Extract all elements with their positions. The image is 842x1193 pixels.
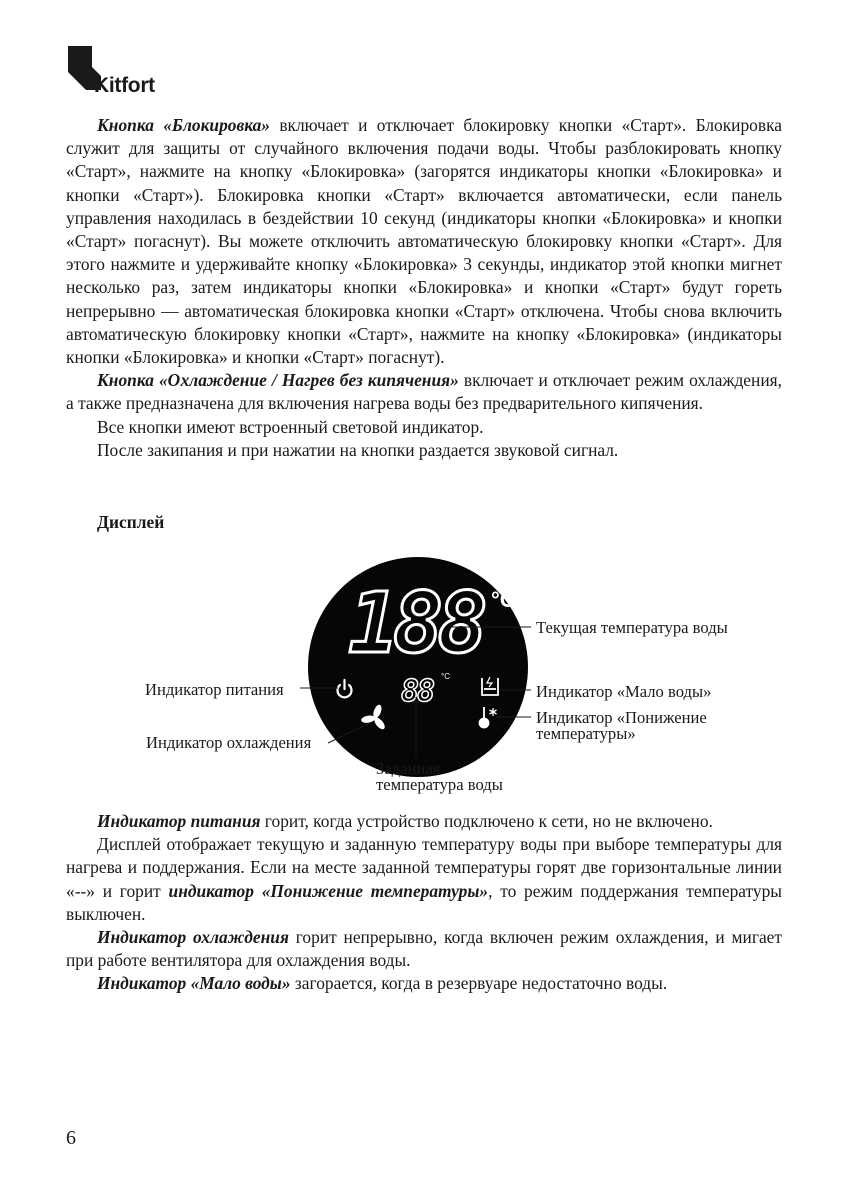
lead-lock-button: Кнопка «Блокировка» bbox=[97, 115, 270, 135]
paragraph-power-indicator: Индикатор питания горит, когда устройство подключено к сети, но не включено. bbox=[97, 811, 713, 831]
lead-power-indicator: Индикатор питания bbox=[97, 811, 261, 831]
label-cooling-indicator: Индикатор охлаждения bbox=[146, 733, 312, 752]
intro-text bbox=[66, 114, 782, 462]
brand-name: Kitfort bbox=[94, 74, 155, 97]
label-temp-lowering-1: Индикатор «Понижение bbox=[536, 708, 707, 727]
label-temp-lowering-2: температуры» bbox=[536, 724, 636, 743]
lead-cooling-indicator: Индикатор охлаждения bbox=[97, 927, 289, 948]
paragraph-display: Дисплей отображает текущую и заданную температуру воды при выборе температуры для нагрева и поддержания. Если на месте заданной температуры горят две горизонтальные линии «--» и горит индикатор «Понижение температуры», то режим поддержания температуры выключен. bbox=[66, 834, 782, 924]
label-power-indicator: Индикатор питания bbox=[145, 680, 284, 699]
label-current-temperature: Текущая температура воды bbox=[536, 618, 728, 637]
paragraph-sound: После закипания и при нажатии на кнопки раздается звуковой сигнал. bbox=[97, 439, 619, 460]
label-set-temperature-1: Заданная bbox=[376, 759, 441, 778]
current-temperature-unit: °C bbox=[491, 587, 516, 612]
paragraph-indicators: Все кнопки имеют встроенный световой индикатор. bbox=[97, 416, 484, 437]
display-description bbox=[66, 810, 782, 996]
label-set-temperature-2: температура воды bbox=[376, 775, 503, 794]
lead-low-water: Индикатор «Мало воды» bbox=[97, 973, 291, 994]
label-low-water: Индикатор «Мало воды» bbox=[536, 682, 712, 701]
paragraph-low-water: Индикатор «Мало воды» загорается, когда в резервуаре недостаточно воды. bbox=[97, 973, 668, 994]
set-temperature-unit: °C bbox=[441, 672, 450, 681]
display-diagram bbox=[0, 545, 842, 815]
set-temperature-digits: 88 bbox=[400, 674, 434, 709]
lead-cooling-button: Кнопка «Охлаждение / Нагрев без кипячения» bbox=[97, 370, 459, 391]
paragraph-lock-button: Кнопка «Блокировка» включает и отключает блокировку кнопки «Старт». Блокировка служит для защиты от случайного включения подачи воды. Чтобы разблокировать кнопку «Старт», нажмите на кнопку «Блокировка» (загорятся индикаторы кнопки «Блокировка» и кнопки «Старт»). Блокировка кнопки «Старт» включается автоматически, если панель управления находилась в бездействии 10 секунд (индикаторы кнопки «Блокировка» и кнопки «Старт» погаснут). Вы можете отключить автоматическую блокировку кнопки «Старт». Для этого нажмите и удерживайте кнопку «Блокировка» 3 секунды, индикатор этой кнопки мигнет несколько раз, затем индикаторы кнопки «Блокировка» и кнопки «Старт» будут гореть непрерывно — автоматическая блокировка кнопки «Старт» отключена. Чтобы снова включить автоматическую блокировку кнопки «Старт», нажмите на кнопку «Блокировка» (индикаторы кнопки «Блокировка» и кнопки «Старт» погаснут). bbox=[66, 115, 782, 368]
paragraph-cooling-indicator: Индикатор охлаждения горит непрерывно, когда включен режим охлаждения, и мигает при работе вентилятора для охлаждения воды. bbox=[66, 927, 782, 971]
lead-temp-lowering: индикатор «Понижение температуры» bbox=[168, 880, 489, 901]
current-temperature-digits: 188 bbox=[348, 574, 482, 672]
paragraph-cooling-button: Кнопка «Охлаждение / Нагрев без кипячения» включает и отключает режим охлаждения, а также предназначена для включения нагрева воды без предварительного кипячения. bbox=[66, 370, 782, 414]
section-heading-display: Дисплей bbox=[97, 512, 165, 532]
page-number: 6 bbox=[66, 1127, 76, 1149]
